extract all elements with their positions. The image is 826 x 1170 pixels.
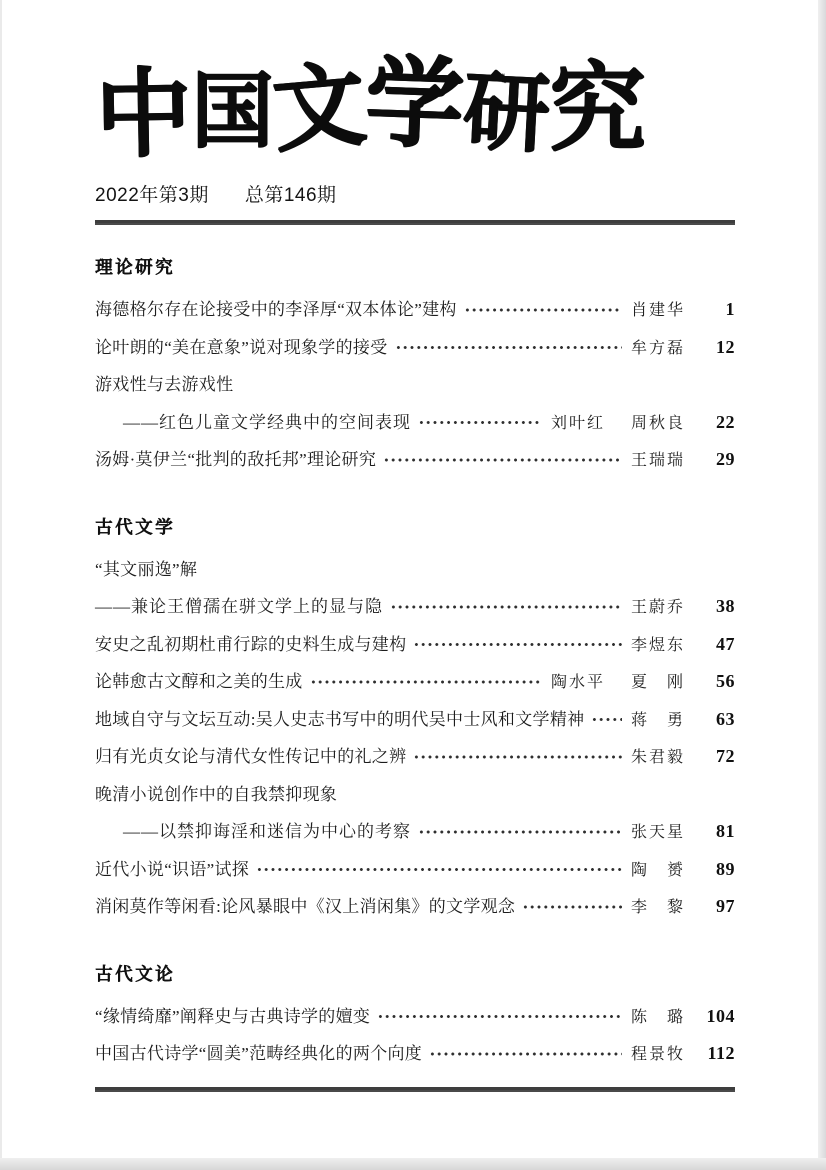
section-heading: 理论研究 <box>95 257 175 277</box>
toc <box>95 255 735 1073</box>
dot-leader <box>591 701 622 739</box>
toc-section <box>95 515 735 926</box>
dot-leader <box>413 738 622 776</box>
entry-title: 安史之乱初期杜甫行踪的史料生成与建构 <box>95 634 407 654</box>
toc-section <box>95 255 735 479</box>
entry-authors <box>631 702 685 740</box>
cumulative-issue-number: 总第146期 <box>244 185 337 206</box>
title-char: 学 <box>363 49 465 161</box>
toc-row <box>95 366 735 404</box>
page-number: 63 <box>716 708 735 729</box>
dot-leader <box>390 588 622 626</box>
dot-leader <box>377 998 622 1036</box>
page-number: 112 <box>707 1043 735 1063</box>
dot-leader <box>418 813 622 851</box>
issue-number: 2022年第3期 <box>95 185 209 206</box>
dot-leader <box>413 626 622 664</box>
scan-edge-left <box>0 0 2 1170</box>
author-name: 周秋良 <box>630 414 685 432</box>
toc-row <box>95 813 735 851</box>
author-name: 夏 刚 <box>630 674 685 691</box>
entry-authors <box>551 405 685 443</box>
page-number: 1 <box>725 299 735 319</box>
title-char: 文 <box>268 53 370 163</box>
scan-edge-right <box>818 0 826 1170</box>
entry-authors <box>631 589 685 627</box>
entry-title: 中国古代诗学“圆美”范畴经典化的两个向度 <box>95 1044 423 1063</box>
title-char: 中 <box>94 60 192 169</box>
author-name: 朱君毅 <box>630 749 685 766</box>
toc-row <box>95 551 735 589</box>
toc-row <box>95 404 735 442</box>
scan-edge-bottom <box>0 1158 826 1170</box>
dot-leader <box>395 329 622 367</box>
title-char: 国 <box>191 66 274 157</box>
page-number: 12 <box>716 336 735 357</box>
entry-authors <box>631 442 685 480</box>
toc-row <box>95 776 735 814</box>
entry-authors <box>631 739 685 777</box>
entry-authors <box>631 1036 685 1074</box>
toc-row <box>95 329 735 367</box>
title-char: 研 <box>460 62 552 164</box>
page-number: 38 <box>716 596 735 616</box>
entry-title: 消闲莫作等闲看:论风暴眼中《汉上消闲集》的文学观念 <box>95 897 516 916</box>
toc-row <box>95 291 735 329</box>
entry-title: 汤姆·莫伊兰“批判的敌托邦”理论研究 <box>95 450 377 469</box>
dot-leader <box>383 441 622 479</box>
entry-authors <box>631 852 685 890</box>
entry-title: 归有光贞女论与清代女性传记中的礼之辨 <box>95 747 407 766</box>
page-number: 29 <box>716 449 735 469</box>
toc-row <box>95 701 735 739</box>
author-name: 陈 璐 <box>630 1008 685 1026</box>
entry-title: 近代小说“识语”试探 <box>95 859 250 879</box>
author-name: 李煜东 <box>630 636 685 654</box>
entry-title: 地域自守与文坛互动:吴人史志书写中的明代吴中士风和文学精神 <box>95 709 585 729</box>
section-heading: 古代文学 <box>95 516 175 537</box>
toc-row <box>95 626 735 664</box>
entry-title: ——红色儿童文学经典中的空间表现 <box>123 412 411 432</box>
toc-row <box>95 888 735 926</box>
dot-leader <box>418 404 542 442</box>
entry-title: ——兼论王僧孺在骈文学上的显与隐 <box>95 597 383 616</box>
author-name: 陶 赟 <box>630 861 685 879</box>
header-rule <box>95 220 735 225</box>
entry-authors <box>631 627 685 665</box>
page-number: 97 <box>716 896 735 916</box>
page-content <box>95 0 735 1092</box>
entry-title: 晚清小说创作中的自我禁抑现象 <box>95 784 338 804</box>
dot-leader <box>464 291 622 329</box>
issue-line <box>95 180 735 207</box>
journal-title <box>94 49 646 170</box>
author-name: 牟方磊 <box>630 339 685 357</box>
author-name: 程景牧 <box>630 1046 685 1063</box>
toc-row <box>95 738 735 776</box>
toc-row <box>95 1035 735 1073</box>
toc-row <box>95 998 735 1036</box>
toc-row <box>95 663 735 701</box>
entry-authors <box>551 664 685 702</box>
entry-authors <box>631 292 685 330</box>
page-number: 56 <box>716 671 735 691</box>
page-number: 81 <box>716 821 735 841</box>
entry-authors <box>631 889 685 927</box>
author-name: 肖建华 <box>630 302 685 319</box>
entry-title: 海德格尔存在论接受中的李泽厚“双本体论”建构 <box>95 300 457 319</box>
entry-authors <box>631 330 685 368</box>
entry-title: ——以禁抑诲淫和迷信为中心的考察 <box>123 822 411 841</box>
author-name: 蒋 勇 <box>630 711 685 729</box>
toc-row <box>95 851 735 889</box>
entry-title: “其文丽逸”解 <box>95 559 198 579</box>
entry-title: “缘情绮靡”阐释史与古典诗学的嬗变 <box>95 1006 371 1026</box>
page-number: 47 <box>716 633 735 654</box>
author-name: 张天星 <box>630 824 685 841</box>
dot-leader <box>256 851 622 889</box>
section-heading: 古代文论 <box>95 963 175 984</box>
author-name: 李 黎 <box>630 899 685 916</box>
toc-row <box>95 588 735 626</box>
entry-title: 论韩愈古文醇和之美的生成 <box>95 672 303 691</box>
page-number: 22 <box>716 411 735 432</box>
author-name: 王瑞瑞 <box>630 452 685 469</box>
author-name: 陶水平 <box>550 674 605 691</box>
page-number: 72 <box>716 746 735 766</box>
page-number: 104 <box>706 1005 735 1026</box>
page-number: 89 <box>716 858 735 879</box>
entry-authors <box>631 814 685 852</box>
entry-authors <box>631 999 685 1037</box>
entry-title: 论叶朗的“美在意象”说对现象学的接受 <box>95 337 388 357</box>
footer-rule <box>95 1087 735 1092</box>
toc-section <box>95 962 735 1073</box>
title-char: 究 <box>549 55 646 162</box>
author-name: 刘叶红 <box>550 414 605 432</box>
author-name: 王蔚乔 <box>630 599 685 616</box>
entry-title: 游戏性与去游戏性 <box>95 375 234 394</box>
dot-leader <box>522 888 622 926</box>
dot-leader <box>310 663 542 701</box>
dot-leader <box>429 1035 622 1073</box>
toc-row <box>95 441 735 479</box>
